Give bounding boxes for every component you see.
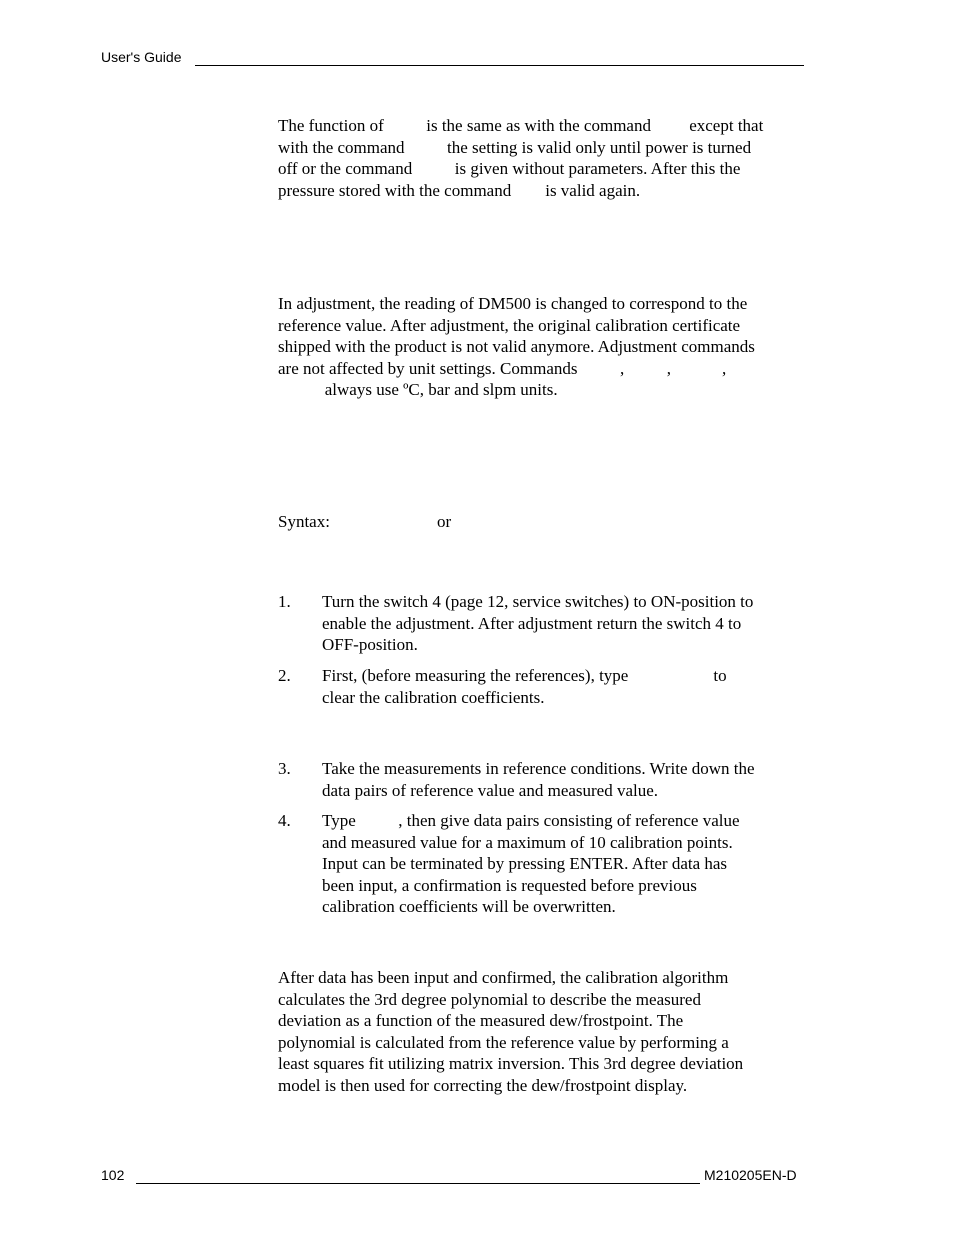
step-line: and measured value for a maximum of 10 calibration points.: [322, 832, 733, 852]
intro-line: pressure stored with the command is valid again.: [278, 180, 641, 200]
step-line: calibration coefficients will be overwritten.: [322, 897, 616, 917]
footer-rule: [136, 1183, 700, 1184]
syntax-or: or: [437, 512, 452, 531]
running-header-title: User's Guide: [101, 49, 182, 65]
algorithm-paragraph: [278, 967, 813, 1097]
adjustment-line: In adjustment, the reading of DM500 is changed to correspond to the: [278, 294, 748, 313]
step-line: been input, a confirmation is requested before previous: [322, 875, 697, 895]
step-text: [322, 758, 818, 801]
step-text: [322, 810, 818, 918]
intro-line: with the command the setting is valid only until power is turned: [278, 137, 752, 157]
algorithm-line: calculates the 3rd degree polynomial to describe the measured: [278, 989, 701, 1009]
step-number: 1.: [278, 592, 291, 611]
intro-paragraph: [278, 115, 813, 201]
step-line: First, (before measuring the references), type to: [322, 666, 727, 685]
step-line: clear the calibration coefficients.: [322, 687, 545, 707]
algorithm-line: least squares fit utilizing matrix inversion. This 3rd degree deviation: [278, 1054, 744, 1074]
step-line: Type , then give data pairs consisting of reference value: [322, 811, 740, 830]
adjustment-line: shipped with the product is not valid anymore. Adjustment commands: [278, 337, 755, 357]
intro-line: The function of is the same as with the command except that: [278, 116, 764, 135]
page-number: 102: [101, 1167, 125, 1183]
algorithm-line: After data has been input and confirmed, the calibration algorithm: [278, 968, 729, 987]
step-line: enable the adjustment. After adjustment return the switch 4 to: [322, 613, 742, 633]
step-text: [322, 591, 818, 656]
adjustment-line: always use ºC, bar and slpm units.: [278, 380, 558, 400]
adjustment-paragraph: [278, 293, 813, 401]
step-text: [322, 665, 818, 708]
syntax-label: Syntax:: [278, 512, 330, 531]
step-number: 3.: [278, 759, 291, 778]
step-line: Turn the switch 4 (page 12, service switches) to ON-position to: [322, 592, 754, 611]
adjustment-line: reference value. After adjustment, the original calibration certificate: [278, 315, 741, 335]
header-rule: [195, 65, 804, 66]
step-number: 2.: [278, 666, 291, 685]
algorithm-line: deviation as a function of the measured dew/frostpoint. The: [278, 1011, 684, 1031]
document-code: M210205EN-D: [704, 1167, 797, 1183]
syntax-line: [278, 511, 813, 533]
adjustment-line: are not affected by unit settings. Commands , , ,: [278, 358, 727, 378]
step-line: Take the measurements in reference conditions. Write down the: [322, 759, 755, 778]
step-number: 4.: [278, 811, 291, 830]
intro-line: off or the command is given without parameters. After this the: [278, 159, 741, 179]
step-line: data pairs of reference value and measured value.: [322, 780, 659, 800]
step-line: Input can be terminated by pressing ENTER. After data has: [322, 854, 728, 874]
algorithm-line: model is then used for correcting the dew/frostpoint display.: [278, 1075, 688, 1095]
algorithm-line: polynomial is calculated from the reference value by performing a: [278, 1032, 729, 1052]
step-line: OFF-position.: [322, 635, 418, 655]
